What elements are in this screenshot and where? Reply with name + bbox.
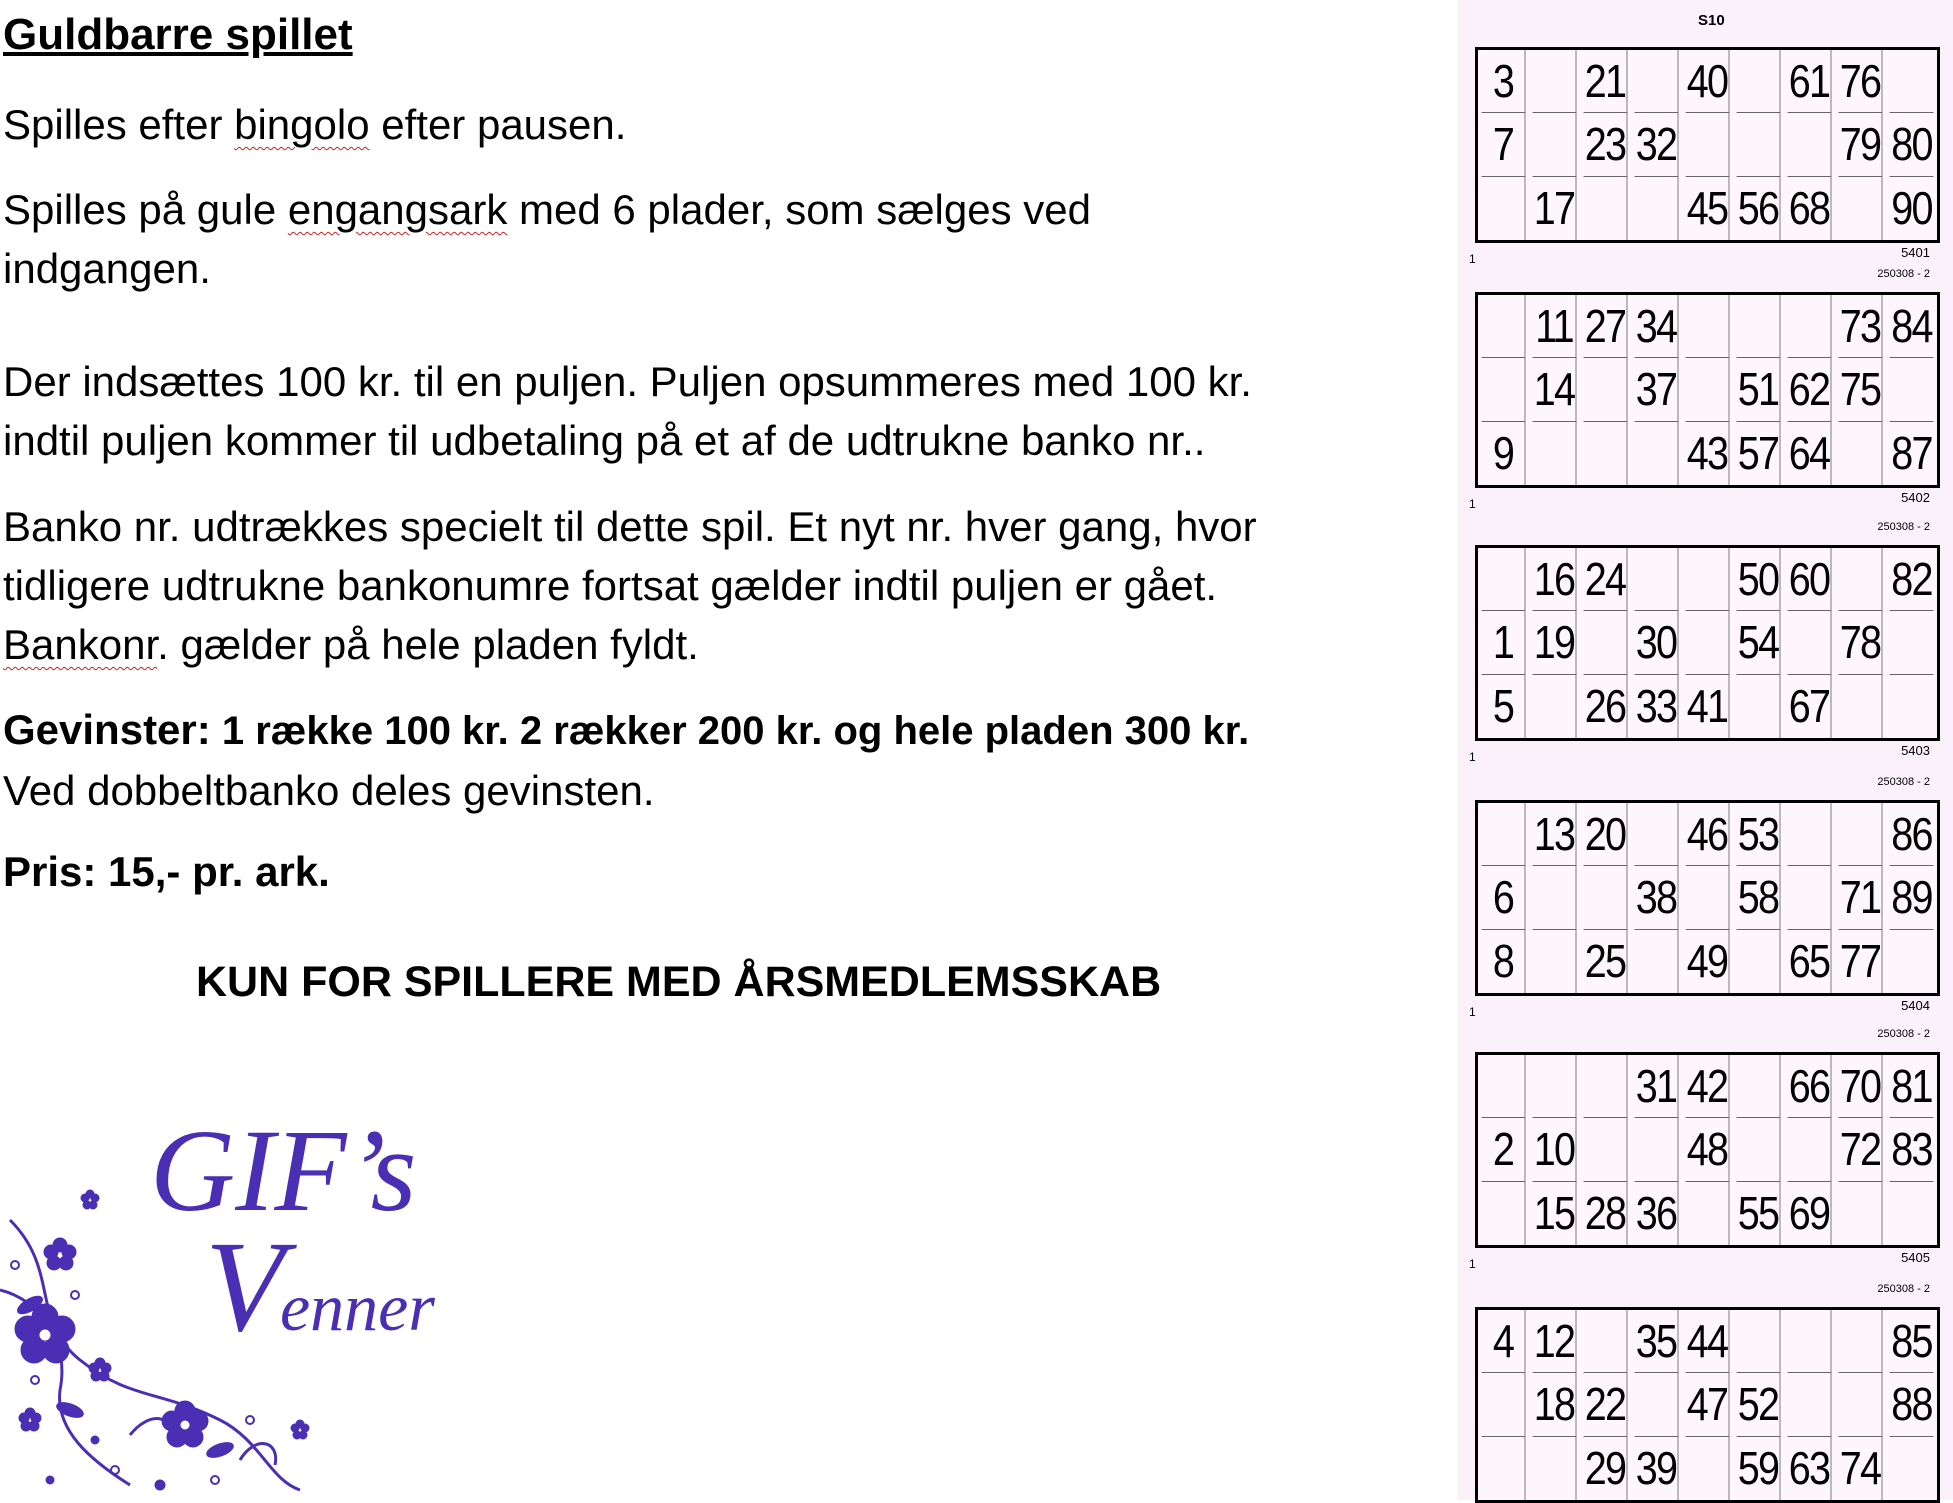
card-number xyxy=(1788,1373,1832,1436)
card-number: 21 xyxy=(1584,50,1628,113)
text-segment: . gælder på hele pladen fyldt. xyxy=(157,621,699,668)
card-number xyxy=(1839,675,1883,738)
card-number xyxy=(1584,611,1628,674)
card-number xyxy=(1839,803,1883,866)
text-segment: efter pausen. xyxy=(369,101,627,148)
card-number: 9 xyxy=(1482,422,1526,485)
card-number: 17 xyxy=(1533,177,1577,240)
card-number xyxy=(1584,358,1628,421)
card-number xyxy=(1839,1182,1883,1245)
card-number: 24 xyxy=(1584,548,1628,611)
card-number xyxy=(1737,295,1781,358)
card-number xyxy=(1482,1373,1526,1436)
card-number: 80 xyxy=(1890,113,1934,176)
card-number: 74 xyxy=(1839,1437,1883,1500)
text-line: Ved dobbeltbanko deles gevinsten. xyxy=(3,767,655,814)
card-number: 3 xyxy=(1482,50,1526,113)
card-number: 70 xyxy=(1839,1055,1883,1118)
card-number xyxy=(1788,295,1832,358)
card-code: 250308 - 2 xyxy=(1877,776,1930,788)
card-number: 55 xyxy=(1737,1182,1781,1245)
document-title: Guldbarre spillet xyxy=(3,10,353,59)
card-number: 52 xyxy=(1737,1373,1781,1436)
card-number: 59 xyxy=(1737,1437,1781,1500)
card-id: 5402 xyxy=(1901,490,1930,505)
card-number: 11 xyxy=(1533,295,1577,358)
card-page-number: 1 xyxy=(1469,750,1476,764)
card-number xyxy=(1839,1373,1883,1436)
text-line: Banko nr. udtrækkes specielt til dette spil. Et nyt nr. hver gang, hvor xyxy=(3,503,1257,550)
card-number: 76 xyxy=(1839,50,1883,113)
text-segment: Spilles på gule xyxy=(3,186,288,233)
prizes-label: Gevinster: xyxy=(3,706,211,753)
card-number: 28 xyxy=(1584,1182,1628,1245)
card-number: 37 xyxy=(1635,358,1679,421)
card-number: 6 xyxy=(1482,866,1526,929)
card-number xyxy=(1839,1310,1883,1373)
card-page-number: 1 xyxy=(1469,1257,1476,1271)
card-number: 72 xyxy=(1839,1118,1883,1181)
card-number xyxy=(1533,50,1577,113)
card-number: 30 xyxy=(1635,611,1679,674)
card-number xyxy=(1839,548,1883,611)
card-number xyxy=(1839,177,1883,240)
card-number: 78 xyxy=(1839,611,1883,674)
card-number: 67 xyxy=(1788,675,1832,738)
card-number xyxy=(1533,1437,1577,1500)
card-number: 47 xyxy=(1686,1373,1730,1436)
members-only-notice: KUN FOR SPILLERE MED ÅRSMEDLEMSSKAB xyxy=(196,958,1162,1006)
paragraph-pool xyxy=(3,352,1252,470)
card-number xyxy=(1635,1373,1679,1436)
card-number: 19 xyxy=(1533,611,1577,674)
card-number xyxy=(1839,422,1883,485)
card-id: 5403 xyxy=(1901,743,1930,758)
card-number: 38 xyxy=(1635,866,1679,929)
text-line: Der indsættes 100 kr. til en puljen. Puljen opsummeres med 100 kr. xyxy=(3,358,1252,405)
card-number: 88 xyxy=(1890,1373,1934,1436)
card-number xyxy=(1482,177,1526,240)
card-number: 18 xyxy=(1533,1373,1577,1436)
card-number: 46 xyxy=(1686,803,1730,866)
text-line: tidligere udtrukne bankonumre fortsat gælder indtil puljen er gået. xyxy=(3,562,1218,609)
card-number: 1 xyxy=(1482,611,1526,674)
card-number xyxy=(1635,803,1679,866)
card-number: 68 xyxy=(1788,177,1832,240)
card-page-number: 1 xyxy=(1469,1005,1476,1019)
card-number: 83 xyxy=(1890,1118,1934,1181)
card-page-number: 1 xyxy=(1469,497,1476,511)
card-grid xyxy=(1475,1052,1940,1248)
card-number: 56 xyxy=(1737,177,1781,240)
card-grid xyxy=(1475,1307,1940,1503)
card-id: 5405 xyxy=(1901,1250,1930,1265)
card-number xyxy=(1482,1182,1526,1245)
card-page-number: 1 xyxy=(1469,252,1476,266)
card-number xyxy=(1482,358,1526,421)
card-number xyxy=(1482,295,1526,358)
card-number: 63 xyxy=(1788,1437,1832,1500)
card-number: 57 xyxy=(1737,422,1781,485)
misspelled-word: engangsark xyxy=(287,186,508,233)
card-number xyxy=(1686,358,1730,421)
card-number xyxy=(1737,1310,1781,1373)
card-number: 7 xyxy=(1482,113,1526,176)
card-number: 8 xyxy=(1482,930,1526,993)
card-number: 41 xyxy=(1686,675,1730,738)
card-number: 25 xyxy=(1584,930,1628,993)
prizes-text: 1 række 100 kr. 2 rækker 200 kr. og hele pladen 300 kr. xyxy=(210,709,1250,753)
card-number xyxy=(1788,113,1832,176)
card-number: 50 xyxy=(1737,548,1781,611)
card-number: 34 xyxy=(1635,295,1679,358)
card-number xyxy=(1890,358,1934,421)
sheet-code: S10 xyxy=(1698,12,1725,29)
card-number: 66 xyxy=(1788,1055,1832,1118)
card-number: 29 xyxy=(1584,1437,1628,1500)
card-number: 4 xyxy=(1482,1310,1526,1373)
card-number xyxy=(1635,548,1679,611)
card-number: 15 xyxy=(1533,1182,1577,1245)
card-code: 250308 - 2 xyxy=(1877,1028,1930,1040)
card-number xyxy=(1788,803,1832,866)
card-number xyxy=(1890,611,1934,674)
card-number xyxy=(1737,113,1781,176)
card-number xyxy=(1890,930,1934,993)
card-number: 48 xyxy=(1686,1118,1730,1181)
card-number: 42 xyxy=(1686,1055,1730,1118)
card-number: 44 xyxy=(1686,1310,1730,1373)
card-number xyxy=(1584,1118,1628,1181)
card-number: 33 xyxy=(1635,675,1679,738)
misspelled-word: Bankonr xyxy=(3,621,158,668)
card-number xyxy=(1584,1310,1628,1373)
logo-graphic xyxy=(0,1090,500,1500)
logo-initial-v: V xyxy=(205,1215,285,1359)
card-number xyxy=(1737,1118,1781,1181)
card-number: 65 xyxy=(1788,930,1832,993)
card-number xyxy=(1890,1437,1934,1500)
card-id: 5404 xyxy=(1901,998,1930,1013)
card-number: 20 xyxy=(1584,803,1628,866)
card-number xyxy=(1584,422,1628,485)
card-number: 58 xyxy=(1737,866,1781,929)
card-id: 5401 xyxy=(1901,245,1930,260)
card-number: 35 xyxy=(1635,1310,1679,1373)
card-number xyxy=(1686,1182,1730,1245)
card-number xyxy=(1533,1055,1577,1118)
card-number: 13 xyxy=(1533,803,1577,866)
text-segment: Spilles efter xyxy=(3,101,235,148)
card-number: 31 xyxy=(1635,1055,1679,1118)
card-number: 40 xyxy=(1686,50,1730,113)
card-code: 250308 - 2 xyxy=(1877,268,1930,280)
card-number: 86 xyxy=(1890,803,1934,866)
bingo-sheet-image xyxy=(1458,0,1953,1500)
card-number xyxy=(1788,1118,1832,1181)
card-number: 16 xyxy=(1533,548,1577,611)
card-number xyxy=(1482,1437,1526,1500)
card-number xyxy=(1890,1182,1934,1245)
paragraph-prizes xyxy=(3,700,1249,820)
logo-text-venner: enner xyxy=(280,1269,435,1345)
card-number xyxy=(1686,548,1730,611)
card-number xyxy=(1890,50,1934,113)
card-number xyxy=(1635,1118,1679,1181)
card-grid xyxy=(1475,47,1940,243)
card-number: 84 xyxy=(1890,295,1934,358)
card-number xyxy=(1788,866,1832,929)
card-number xyxy=(1686,1437,1730,1500)
card-number xyxy=(1788,1310,1832,1373)
misspelled-word: bingolo xyxy=(234,101,370,148)
card-number: 81 xyxy=(1890,1055,1934,1118)
text-segment: indgangen. xyxy=(3,245,211,292)
card-number xyxy=(1482,1055,1526,1118)
card-number: 23 xyxy=(1584,113,1628,176)
card-number: 85 xyxy=(1890,1310,1934,1373)
card-number xyxy=(1533,113,1577,176)
card-number xyxy=(1482,803,1526,866)
card-number xyxy=(1686,113,1730,176)
text-line: indtil puljen kommer til udbetaling på et af de udtrukne banko nr.. xyxy=(3,417,1206,464)
paragraph-bingolo xyxy=(3,95,626,154)
card-number xyxy=(1737,675,1781,738)
card-number xyxy=(1482,548,1526,611)
card-number: 69 xyxy=(1788,1182,1832,1245)
card-number: 36 xyxy=(1635,1182,1679,1245)
card-number: 87 xyxy=(1891,427,1932,480)
card-number: 43 xyxy=(1686,422,1730,485)
card-number xyxy=(1635,177,1679,240)
card-number xyxy=(1533,422,1577,485)
card-grid xyxy=(1475,545,1940,741)
card-number: 64 xyxy=(1788,422,1832,485)
text-segment: med 6 plader, som sælges ved xyxy=(507,186,1091,233)
card-number xyxy=(1533,675,1577,738)
card-number xyxy=(1737,1055,1781,1118)
card-number: 26 xyxy=(1584,675,1628,738)
card-code: 250308 - 2 xyxy=(1877,521,1930,533)
card-number: 5 xyxy=(1482,675,1526,738)
card-number xyxy=(1737,50,1781,113)
card-number xyxy=(1533,930,1577,993)
card-number xyxy=(1635,930,1679,993)
card-grid xyxy=(1475,292,1940,488)
card-number xyxy=(1686,866,1730,929)
card-number: 79 xyxy=(1839,113,1883,176)
card-number xyxy=(1686,295,1730,358)
card-number: 53 xyxy=(1737,803,1781,866)
card-number: 77 xyxy=(1839,930,1883,993)
card-number: 27 xyxy=(1584,295,1628,358)
card-number: 49 xyxy=(1686,930,1730,993)
card-number: 82 xyxy=(1890,548,1934,611)
card-number: 45 xyxy=(1686,177,1730,240)
card-number: 51 xyxy=(1737,358,1781,421)
card-number xyxy=(1584,1055,1628,1118)
card-number: 75 xyxy=(1839,358,1883,421)
card-number: 90 xyxy=(1891,182,1932,235)
card-number: 73 xyxy=(1839,295,1883,358)
card-grid xyxy=(1475,800,1940,996)
card-number: 12 xyxy=(1533,1310,1577,1373)
card-number: 60 xyxy=(1788,548,1832,611)
gifs-venner-logo xyxy=(0,1090,500,1500)
card-number xyxy=(1890,675,1934,738)
card-number xyxy=(1788,611,1832,674)
card-number xyxy=(1584,177,1628,240)
card-code: 250308 - 2 xyxy=(1877,1283,1930,1295)
card-number: 2 xyxy=(1482,1118,1526,1181)
paragraph-sheets xyxy=(3,180,1091,298)
card-number xyxy=(1737,930,1781,993)
paragraph-draw xyxy=(3,497,1257,674)
card-number: 14 xyxy=(1533,358,1577,421)
card-number xyxy=(1584,866,1628,929)
card-number: 10 xyxy=(1533,1118,1577,1181)
card-number xyxy=(1533,866,1577,929)
card-number: 62 xyxy=(1788,358,1832,421)
card-number: 22 xyxy=(1584,1373,1628,1436)
card-number: 89 xyxy=(1890,866,1934,929)
logo-line-gifs: GIF’s xyxy=(150,1105,417,1236)
card-number xyxy=(1635,50,1679,113)
card-number: 71 xyxy=(1839,866,1883,929)
price-text: Pris: 15,- pr. ark. xyxy=(3,848,330,895)
card-number xyxy=(1686,611,1730,674)
card-number: 54 xyxy=(1737,611,1781,674)
card-number xyxy=(1635,422,1679,485)
card-number: 32 xyxy=(1635,113,1679,176)
card-number: 39 xyxy=(1635,1437,1679,1500)
card-number: 61 xyxy=(1788,50,1832,113)
